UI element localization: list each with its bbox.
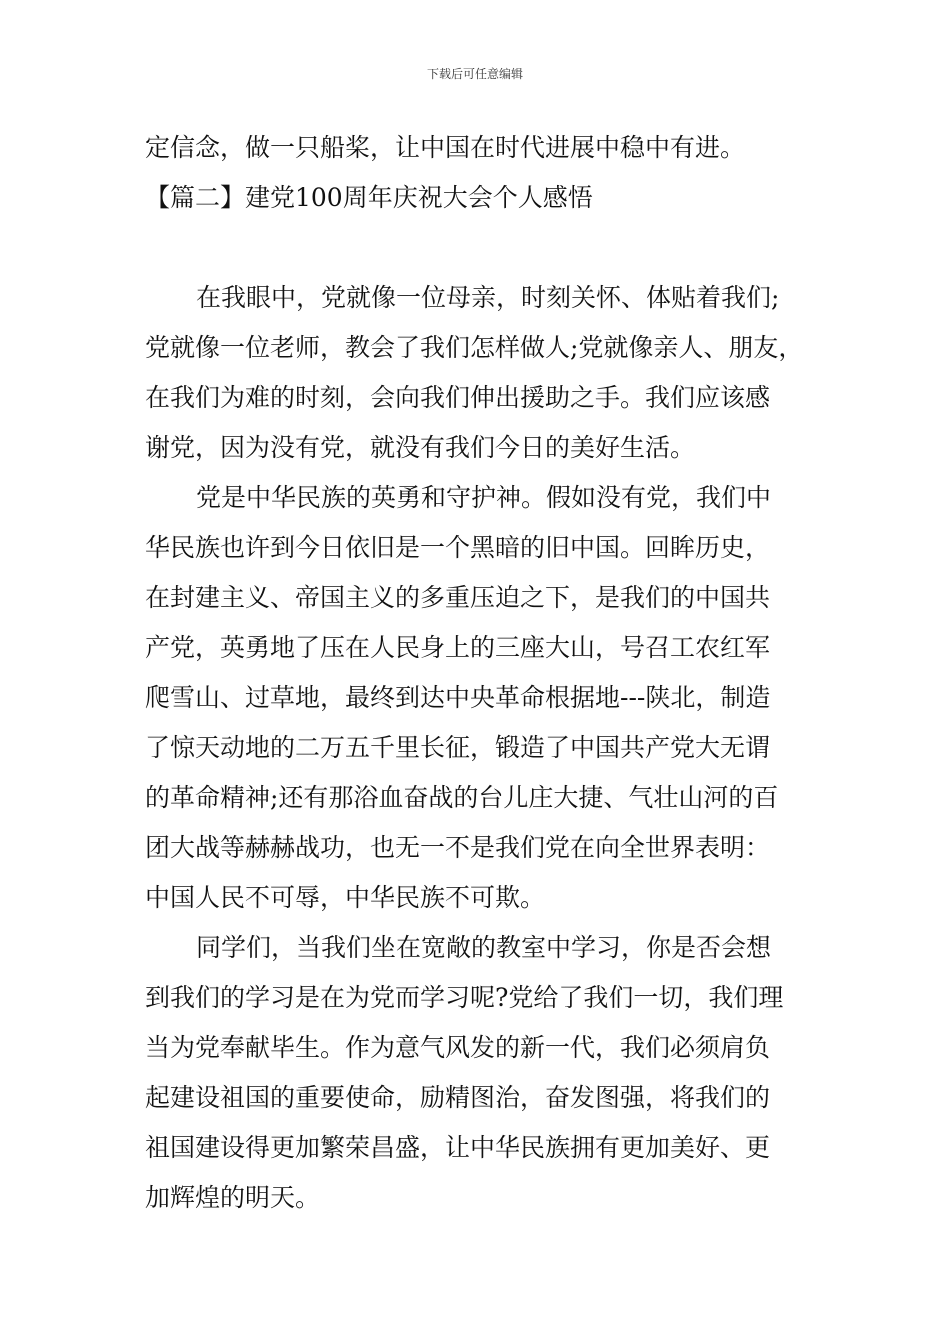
- section-heading: 【篇二】建党100周年庆祝大会个人感悟: [145, 183, 593, 212]
- text-line: 定信念，做一只船桨，让中国在时代进展中稳中有进。: [145, 133, 746, 162]
- text-line: 在我们为难的时刻，会向我们伸出援助之手。我们应该感: [145, 383, 771, 412]
- text-line: 当为党奉献毕生。作为意气风发的新一代，我们必须肩负: [145, 1033, 771, 1062]
- page-header: 下载后可任意编辑: [426, 67, 523, 81]
- text-line: 华民族也许到今日依旧是一个黑暗的旧中国。回眸历史，: [145, 533, 771, 562]
- text-line: 祖国建设得更加繁荣昌盛，让中华民族拥有更加美好、更: [145, 1133, 771, 1162]
- text-line: 党是中华民族的英勇和守护神。假如没有党，我们中: [196, 483, 772, 512]
- text-line: 在我眼中，党就像一位母亲，时刻关怀、体贴着我们;: [196, 283, 780, 312]
- text-line: 加辉煌的明天。: [145, 1183, 321, 1212]
- text-line: 爬雪山、过草地，最终到达中央革命根据地---陕北，制造: [145, 683, 771, 712]
- text-line: 党就像一位老师，教会了我们怎样做人;党就像亲人、朋友，: [145, 333, 804, 362]
- text-line: 谢党，因为没有党，就没有我们今日的美好生活。: [145, 433, 696, 462]
- text-line: 中国人民不可辱，中华民族不可欺。: [145, 883, 546, 912]
- text-line: 产党，英勇地了压在人民身上的三座大山，号召工农红军: [145, 633, 771, 662]
- text-line: 的革命精神;还有那浴血奋战的台儿庄大捷、气壮山河的百: [145, 783, 779, 812]
- text-line: 起建设祖国的重要使命，励精图治，奋发图强，将我们的: [145, 1083, 771, 1112]
- text-line: 在封建主义、帝国主义的多重压迫之下，是我们的中国共: [145, 583, 771, 612]
- text-line: 同学们，当我们坐在宽敞的教室中学习，你是否会想: [196, 933, 772, 962]
- text-line: 团大战等赫赫战功，也无一不是我们党在向全世界表明：: [145, 833, 771, 862]
- text-line: 了惊天动地的二万五千里长征，锻造了中国共产党大无谓: [145, 733, 771, 762]
- text-line: 到我们的学习是在为党而学习呢?党给了我们一切，我们理: [145, 983, 784, 1012]
